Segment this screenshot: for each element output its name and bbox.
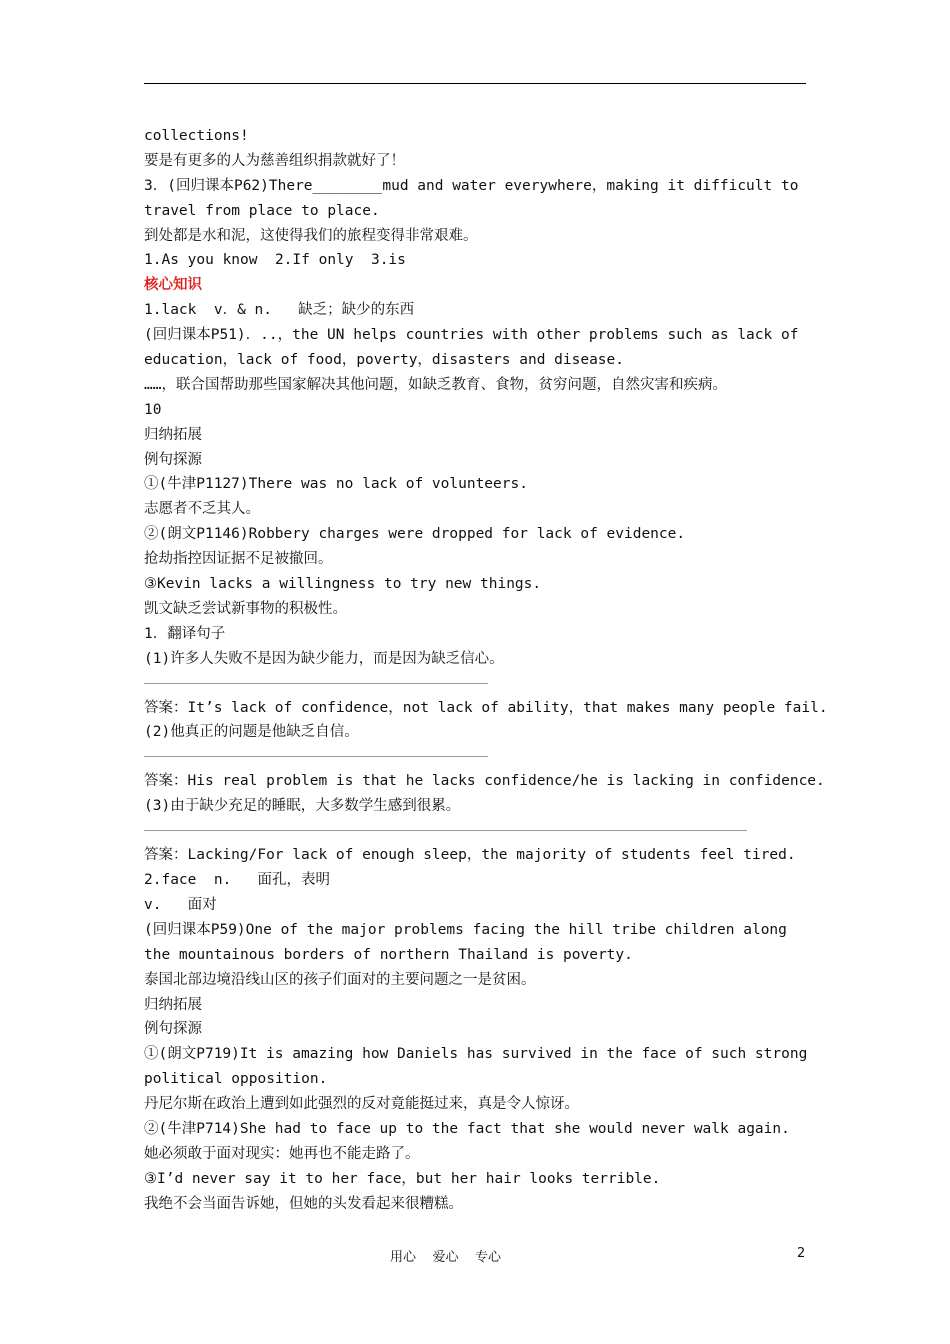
footer-motto: 用心 爱心 专心: [390, 1250, 502, 1265]
text-line: 3．(回归课本P62)There________mud and water everywhere，making it difficult to: [144, 177, 799, 194]
example-translation: 志愿者不乏其人。: [144, 501, 260, 518]
text-line: (回归课本P59)One of the major problems facing the hill tribe children along: [144, 921, 787, 938]
example-sentence: ③I’d never say it to her face，but her hair looks terrible.: [144, 1170, 661, 1187]
exercise-title: 1．翻译句子: [144, 625, 226, 642]
example-sentence: ③Kevin lacks a willingness to try new things.: [144, 576, 542, 593]
text-line: travel from place to place.: [144, 202, 380, 219]
example-translation: 她必须敢于面对现实：她再也不能走路了。: [144, 1145, 420, 1162]
example-translation: 抢劫指控因证据不足被撤回。: [144, 551, 333, 568]
answer-blank: [144, 756, 488, 757]
header-rule: [144, 83, 806, 84]
answer-key: 1.As you know 2.If only 3.is: [144, 252, 406, 269]
text-line: v. 面对: [144, 896, 217, 913]
text-line: 要是有更多的人为慈善组织捐款就好了！: [144, 152, 405, 169]
vocab-entry-lack: 1.lack v．& n. 缺乏；缺少的东西: [144, 302, 415, 319]
text-line: collections!: [144, 128, 249, 144]
text-line: 到处都是水和泥，这使得我们的旅程变得非常艰难。: [144, 227, 478, 244]
exercise-prompt: (2)他真正的问题是他缺乏自信。: [144, 724, 359, 741]
vocab-entry-face: 2.face n. 面孔，表明: [144, 872, 330, 889]
example-translation: 凯文缺乏尝试新事物的积极性。: [144, 600, 347, 617]
page-number: 2: [797, 1246, 806, 1261]
text-line: the mountainous borders of northern Thailand is poverty.: [144, 946, 633, 963]
example-sentence: political opposition.: [144, 1071, 328, 1088]
example-translation: 丹尼尔斯在政治上遭到如此强烈的反对竟能挺过来，真是令人惊讶。: [144, 1096, 579, 1113]
exercise-prompt: (3)由于缺少充足的睡眠，大多数学生感到很累。: [144, 798, 461, 815]
document-body: [144, 124, 828, 1217]
exercise-answer: 答案：Lacking/For lack of enough sleep，the majority of students feel tired.: [144, 847, 796, 864]
subheading: 例句探源: [144, 1021, 202, 1038]
subheading: 例句探源: [144, 451, 202, 468]
exercise-answer: 答案：His real problem is that he lacks confidence/he is lacking in confidence.: [144, 773, 825, 790]
text-line: 10: [144, 401, 162, 418]
text-line: ……，联合国帮助那些国家解决其他问题，如缺乏教育、食物，贫穷问题，自然灾害和疾病。: [144, 376, 727, 393]
text-line: 泰国北部边境沿线山区的孩子们面对的主要问题之一是贫困。: [144, 971, 536, 988]
example-sentence: ②(牛津P714)She had to face up to the fact that she would never walk again.: [144, 1120, 790, 1137]
answer-blank: [144, 830, 747, 831]
example-sentence: ②(朗文P1146)Robbery charges were dropped for lack of evidence.: [144, 526, 686, 543]
subheading: 归纳拓展: [144, 426, 202, 443]
subheading: 归纳拓展: [144, 996, 202, 1013]
example-sentence: ①(牛津P1127)There was no lack of volunteers.: [144, 476, 528, 493]
answer-blank: [144, 683, 488, 684]
exercise-answer: 答案：It’s lack of confidence，not lack of ability，that makes many people fail.: [144, 699, 828, 716]
example-sentence: ①(朗文P719)It is amazing how Daniels has survived in the face of such strong: [144, 1046, 808, 1063]
text-line: education，lack of food，poverty，disasters and disease.: [144, 352, 624, 369]
text-line: (回归课本P51)．..，the UN helps countries with other problems such as lack of: [144, 327, 799, 344]
example-translation: 我绝不会当面告诉她，但她的头发看起来很糟糕。: [144, 1195, 463, 1212]
section-heading: 核心知识: [144, 277, 202, 294]
exercise-prompt: (1)许多人失败不是因为缺少能力，而是因为缺乏信心。: [144, 650, 504, 667]
